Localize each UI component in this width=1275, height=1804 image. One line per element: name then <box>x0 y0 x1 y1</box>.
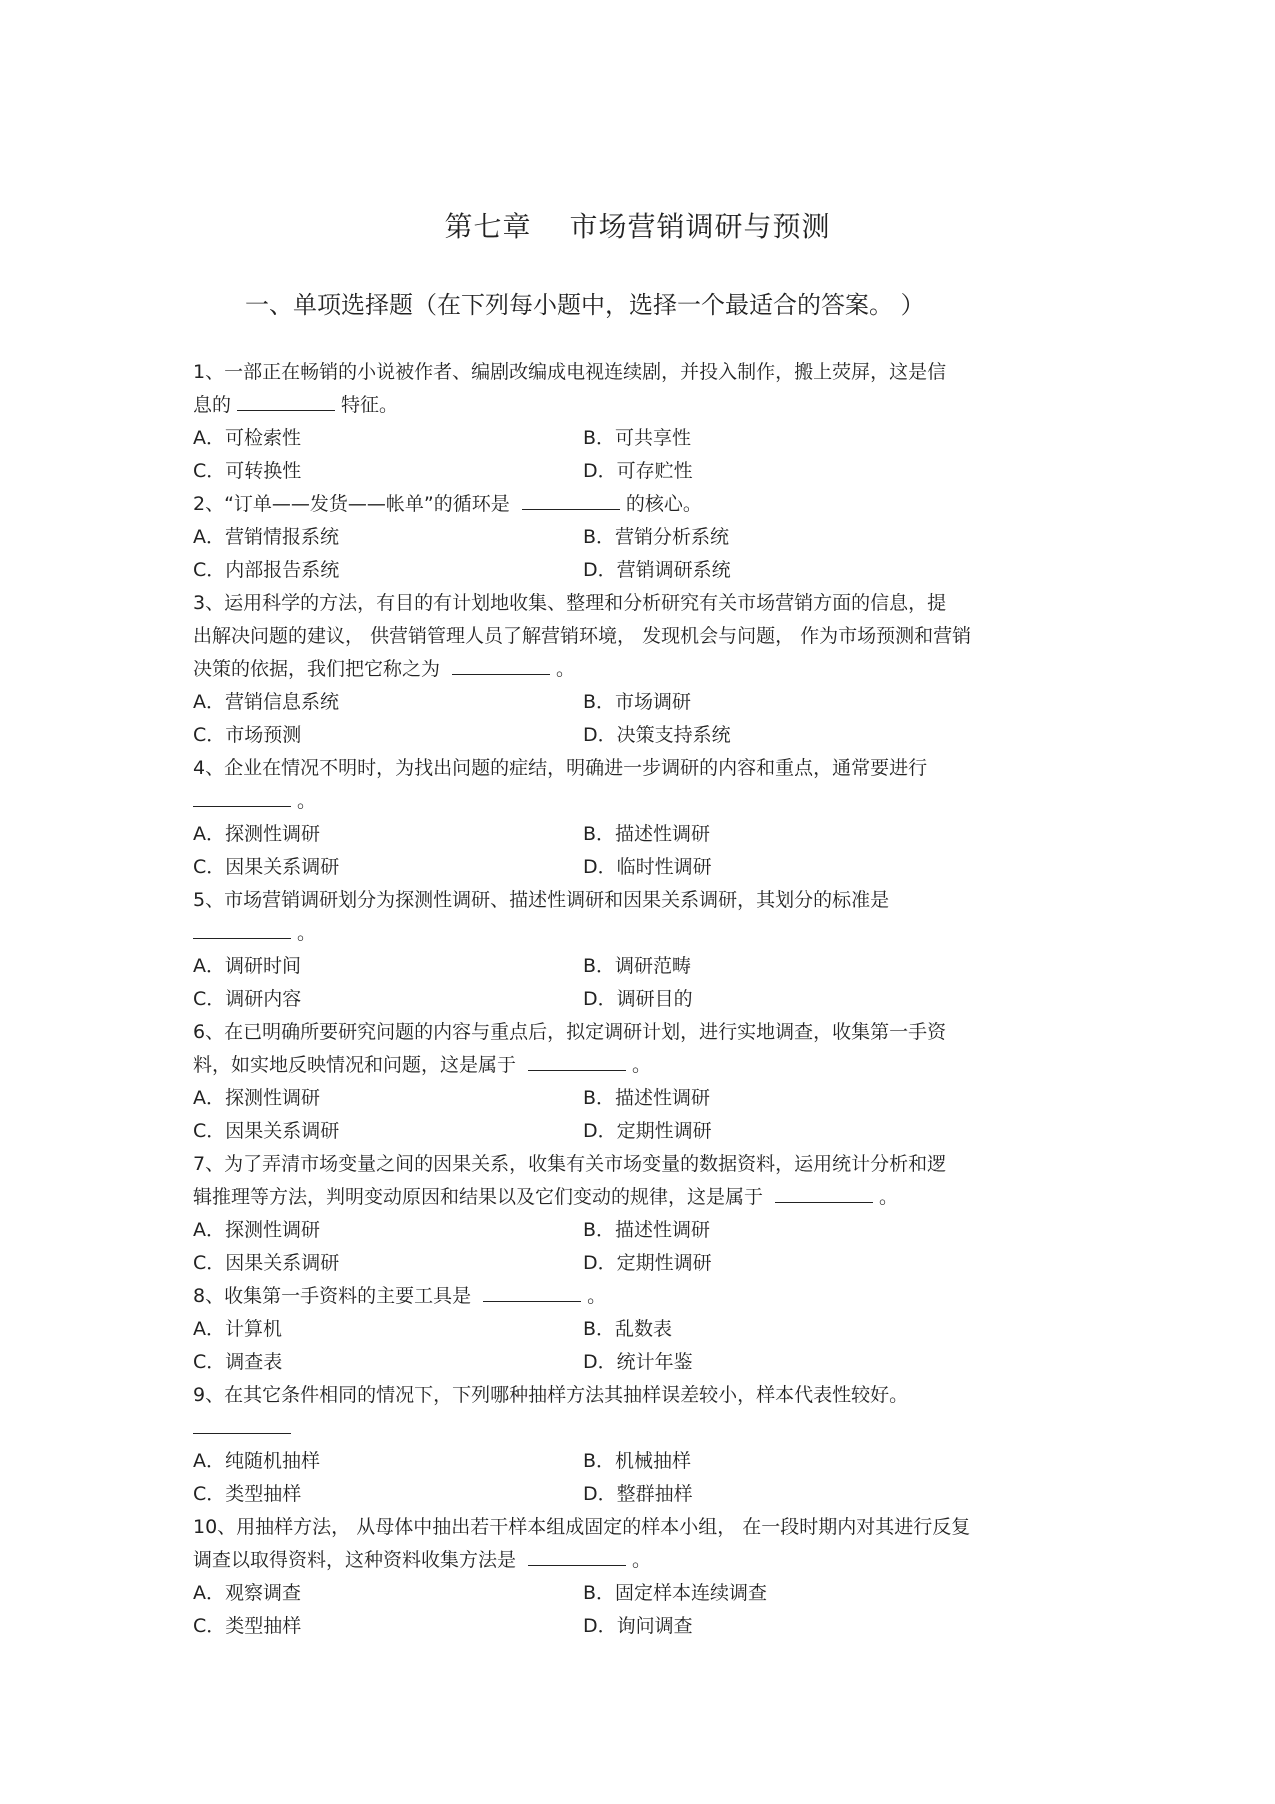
option-b: B．乱数表 <box>583 1318 673 1340</box>
chapter-subject: 市场营销调研与预测 <box>569 210 831 243</box>
question-item <box>193 356 1073 488</box>
answer-blank <box>522 495 620 510</box>
question-text-line <box>193 1181 1073 1214</box>
question-item <box>193 587 1073 752</box>
option-c: C．市场预测 <box>193 724 302 746</box>
option-a: A．营销信息系统 <box>193 691 339 713</box>
option-a: A．纯随机抽样 <box>193 1450 320 1472</box>
answer-blank <box>237 396 335 411</box>
answer-blank <box>452 660 550 675</box>
option-grid <box>193 950 1073 1016</box>
question-text-line <box>193 653 1073 686</box>
option-b: B．描述性调研 <box>583 1219 711 1241</box>
question-text-line <box>193 1412 1073 1445</box>
answer-blank <box>193 924 291 939</box>
option-grid <box>193 686 1073 752</box>
option-a: A．计算机 <box>193 1318 282 1340</box>
question-item <box>193 752 1073 884</box>
option-c: C．类型抽样 <box>193 1483 302 1505</box>
question-text-line <box>193 1016 1073 1049</box>
option-c: C．类型抽样 <box>193 1615 302 1637</box>
question-item <box>193 1148 1073 1280</box>
option-c: C．因果关系调研 <box>193 856 340 878</box>
question-text-line <box>193 917 1073 950</box>
answer-blank <box>483 1287 581 1302</box>
question-text-suffix: 。 <box>587 1285 607 1307</box>
option-b: B．调研范畴 <box>583 955 692 977</box>
question-text-line <box>193 1511 1073 1544</box>
option-grid <box>193 1214 1073 1280</box>
answer-blank <box>528 1056 626 1071</box>
option-b: B．描述性调研 <box>583 823 711 845</box>
question-list <box>193 356 1073 1643</box>
option-a: A．探测性调研 <box>193 1219 320 1241</box>
option-d: D．临时性调研 <box>583 856 712 878</box>
option-grid <box>193 1082 1073 1148</box>
option-a: A．调研时间 <box>193 955 301 977</box>
question-text-suffix: 。 <box>632 1549 652 1571</box>
question-item <box>193 884 1073 1016</box>
option-a: A．探测性调研 <box>193 1087 320 1109</box>
question-item <box>193 1379 1073 1511</box>
question-text-line <box>193 785 1073 818</box>
option-d: D．营销调研系统 <box>583 559 731 581</box>
option-c: C．内部报告系统 <box>193 559 340 581</box>
option-grid <box>193 1313 1073 1379</box>
option-b: B．描述性调研 <box>583 1087 711 1109</box>
question-text: 3、运用科学的方法，有目的有计划地收集、整理和分析研究有关市场营销方面的信息，提 <box>193 592 947 614</box>
option-c: C．因果关系调研 <box>193 1252 340 1274</box>
option-d: D．决策支持系统 <box>583 724 731 746</box>
option-d: D．定期性调研 <box>583 1252 712 1274</box>
question-text: 调查以取得资料，这种资料收集方法是 <box>193 1549 523 1571</box>
question-text: 6、在已明确所要研究问题的内容与重点后，拟定调研计划，进行实地调查，收集第一手资 <box>193 1021 947 1043</box>
option-c: C．调查表 <box>193 1351 283 1373</box>
question-text-line <box>193 356 1073 389</box>
option-b: B．机械抽样 <box>583 1450 692 1472</box>
option-b: B．营销分析系统 <box>583 526 730 548</box>
answer-blank <box>528 1551 626 1566</box>
option-c: C．因果关系调研 <box>193 1120 340 1142</box>
option-b: B．市场调研 <box>583 691 692 713</box>
option-d: D．整群抽样 <box>583 1483 693 1505</box>
option-d: D．定期性调研 <box>583 1120 712 1142</box>
option-c: C．可转换性 <box>193 460 302 482</box>
question-text-line <box>193 1379 1073 1412</box>
question-text: 7、为了弄清市场变量之间的因果关系，收集有关市场变量的数据资料，运用统计分析和逻 <box>193 1153 947 1175</box>
question-text: 决策的依据，我们把它称之为 <box>193 658 447 680</box>
question-text: 10、用抽样方法， 从母体中抽出若干样本组成固定的样本小组， 在一段时期内对其进行反复 <box>193 1516 971 1538</box>
question-text-line <box>193 752 1073 785</box>
question-text-line <box>193 1049 1073 1082</box>
question-text-line <box>193 620 1073 653</box>
question-text-suffix: 特征。 <box>341 394 399 416</box>
option-d: D．询问调查 <box>583 1615 693 1637</box>
option-grid <box>193 422 1073 488</box>
option-grid <box>193 521 1073 587</box>
question-text-line <box>193 587 1073 620</box>
question-text: 料，如实地反映情况和问题，这是属于 <box>193 1054 523 1076</box>
question-text-suffix: 。 <box>879 1186 899 1208</box>
question-text-suffix: 。 <box>297 922 317 944</box>
question-text-line <box>193 884 1073 917</box>
option-d: D．统计年鉴 <box>583 1351 693 1373</box>
answer-blank <box>193 1419 291 1434</box>
question-text-suffix: 的核心。 <box>625 493 702 515</box>
option-c: C．调研内容 <box>193 988 302 1010</box>
question-item <box>193 488 1073 587</box>
option-grid <box>193 818 1073 884</box>
question-item <box>193 1511 1073 1643</box>
question-text-suffix: 。 <box>632 1054 652 1076</box>
question-text-suffix: 。 <box>556 658 576 680</box>
question-text: 2、“订单——发货——帐单”的循环是 <box>193 493 516 515</box>
answer-blank <box>193 792 291 807</box>
question-text: 5、市场营销调研划分为探测性调研、描述性调研和因果关系调研，其划分的标准是 <box>193 889 890 911</box>
question-text-line <box>193 1148 1073 1181</box>
option-b: B．可共享性 <box>583 427 692 449</box>
question-text: 4、企业在情况不明时，为找出问题的症结，明确进一步调研的内容和重点，通常要进行 <box>193 757 928 779</box>
option-a: A．营销情报系统 <box>193 526 339 548</box>
chapter-number: 第七章 <box>444 210 532 243</box>
section-title: 一、单项选择题（在下列每小题中，选择一个最适合的答案。 ） <box>245 291 925 319</box>
option-grid <box>193 1577 1073 1643</box>
chapter-title <box>0 205 1275 245</box>
question-text-line <box>193 488 1073 521</box>
question-text-line <box>193 1280 1073 1313</box>
question-item <box>193 1280 1073 1379</box>
option-d: D．调研目的 <box>583 988 693 1010</box>
question-text: 辑推理等方法，判明变动原因和结果以及它们变动的规律，这是属于 <box>193 1186 770 1208</box>
question-text: 9、在其它条件相同的情况下，下列哪种抽样方法其抽样误差较小，样本代表性较好。 <box>193 1384 909 1406</box>
option-a: A．可检索性 <box>193 427 301 449</box>
question-text-line <box>193 389 1073 422</box>
question-text-suffix: 。 <box>297 790 317 812</box>
option-grid <box>193 1445 1073 1511</box>
option-a: A．观察调查 <box>193 1582 301 1604</box>
question-text: 8、收集第一手资料的主要工具是 <box>193 1285 478 1307</box>
question-text: 息的 <box>193 394 232 416</box>
option-a: A．探测性调研 <box>193 823 320 845</box>
answer-blank <box>775 1188 873 1203</box>
question-text: 1、一部正在畅销的小说被作者、编剧改编成电视连续剧，并投入制作，搬上荧屏，这是信 <box>193 361 947 383</box>
question-text: 出解决问题的建议， 供营销管理人员了解营销环境， 发现机会与问题， 作为市场预测和营销 <box>193 625 972 647</box>
question-text-line <box>193 1544 1073 1577</box>
question-item <box>193 1016 1073 1148</box>
option-d: D．可存贮性 <box>583 460 693 482</box>
option-b: B．固定样本连续调查 <box>583 1582 768 1604</box>
